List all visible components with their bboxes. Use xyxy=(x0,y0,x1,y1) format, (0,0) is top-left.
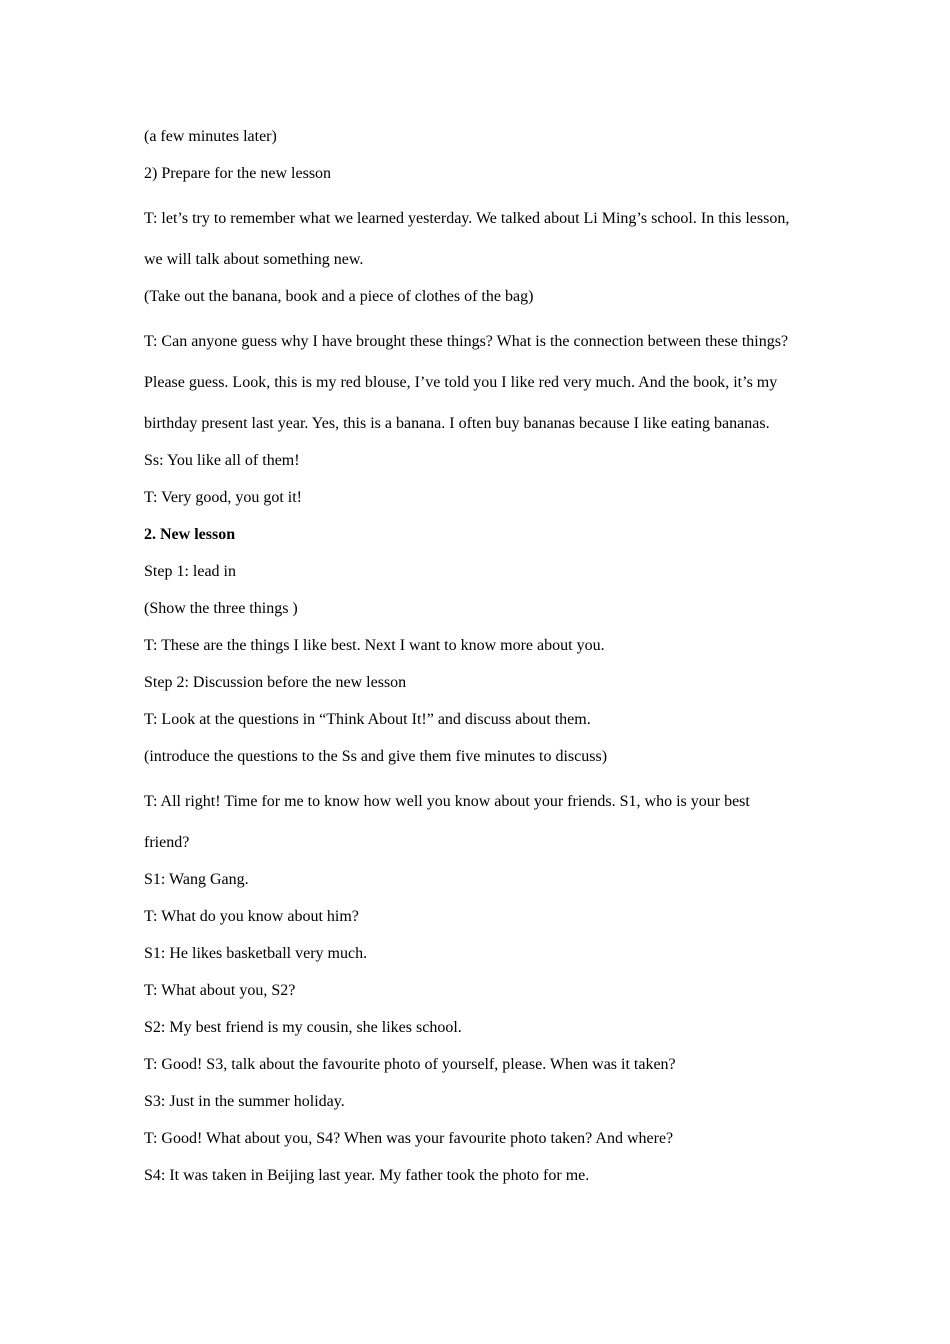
paragraph-teacher-questions: T: Look at the questions in “Think About It!” and discuss about them. xyxy=(144,711,591,728)
paragraph-teacher-review: T: let’s try to remember what we learned yesterday. We talked about Li Ming’s school. In this lesson, we will talk about something new. xyxy=(144,210,790,268)
paragraph-teacher-about-him: T: What do you know about him? xyxy=(144,908,359,925)
paragraph-s4-answer: S4: It was taken in Beijing last year. My father took the photo for me. xyxy=(144,1167,590,1184)
paragraph-take-out-items: (Take out the banana, book and a piece of clothes of the bag) xyxy=(144,288,534,305)
paragraph-teacher-best-friend: T: All right! Time for me to know how well you know about your friends. S1, who is your best friend? xyxy=(144,793,750,851)
section-heading-new-lesson: 2. New lesson xyxy=(144,526,236,543)
paragraph-prepare-heading: 2) Prepare for the new lesson xyxy=(144,165,332,182)
paragraph-s3-answer: S3: Just in the summer holiday. xyxy=(144,1093,345,1110)
paragraph-teacher-s4: T: Good! What about you, S4? When was your favourite photo taken? And where? xyxy=(144,1130,674,1147)
paragraph-teacher-things: T: These are the things I like best. Next I want to know more about you. xyxy=(144,637,605,654)
paragraph-s2-answer: S2: My best friend is my cousin, she likes school. xyxy=(144,1019,462,1036)
paragraph-teacher-guess: T: Can anyone guess why I have brought these things? What is the connection between these things? Please guess. Look, this is my red blouse, I’ve told you I like red very much. And the book, it’s my birthday present last year. Yes, this is a banana. I often buy bananas because I like eating bananas. xyxy=(144,333,789,432)
paragraph-teacher-praise: T: Very good, you got it! xyxy=(144,489,303,506)
paragraph-stage-note: (a few minutes later) xyxy=(144,128,277,145)
paragraph-teacher-s3: T: Good! S3, talk about the favourite photo of yourself, please. When was it taken? xyxy=(144,1056,676,1073)
lesson-plan-text xyxy=(144,124,794,1200)
paragraph-show-things: (Show the three things ) xyxy=(144,600,298,617)
paragraph-teacher-s2: T: What about you, S2? xyxy=(144,982,296,999)
paragraph-s1-answer: S1: Wang Gang. xyxy=(144,871,249,888)
paragraph-s1-basketball: S1: He likes basketball very much. xyxy=(144,945,368,962)
paragraph-step-1: Step 1: lead in xyxy=(144,563,236,580)
paragraph-introduce-questions: (introduce the questions to the Ss and give them five minutes to discuss) xyxy=(144,748,608,765)
paragraph-students-answer: Ss: You like all of them! xyxy=(144,452,300,469)
paragraph-step-2: Step 2: Discussion before the new lesson xyxy=(144,674,407,691)
